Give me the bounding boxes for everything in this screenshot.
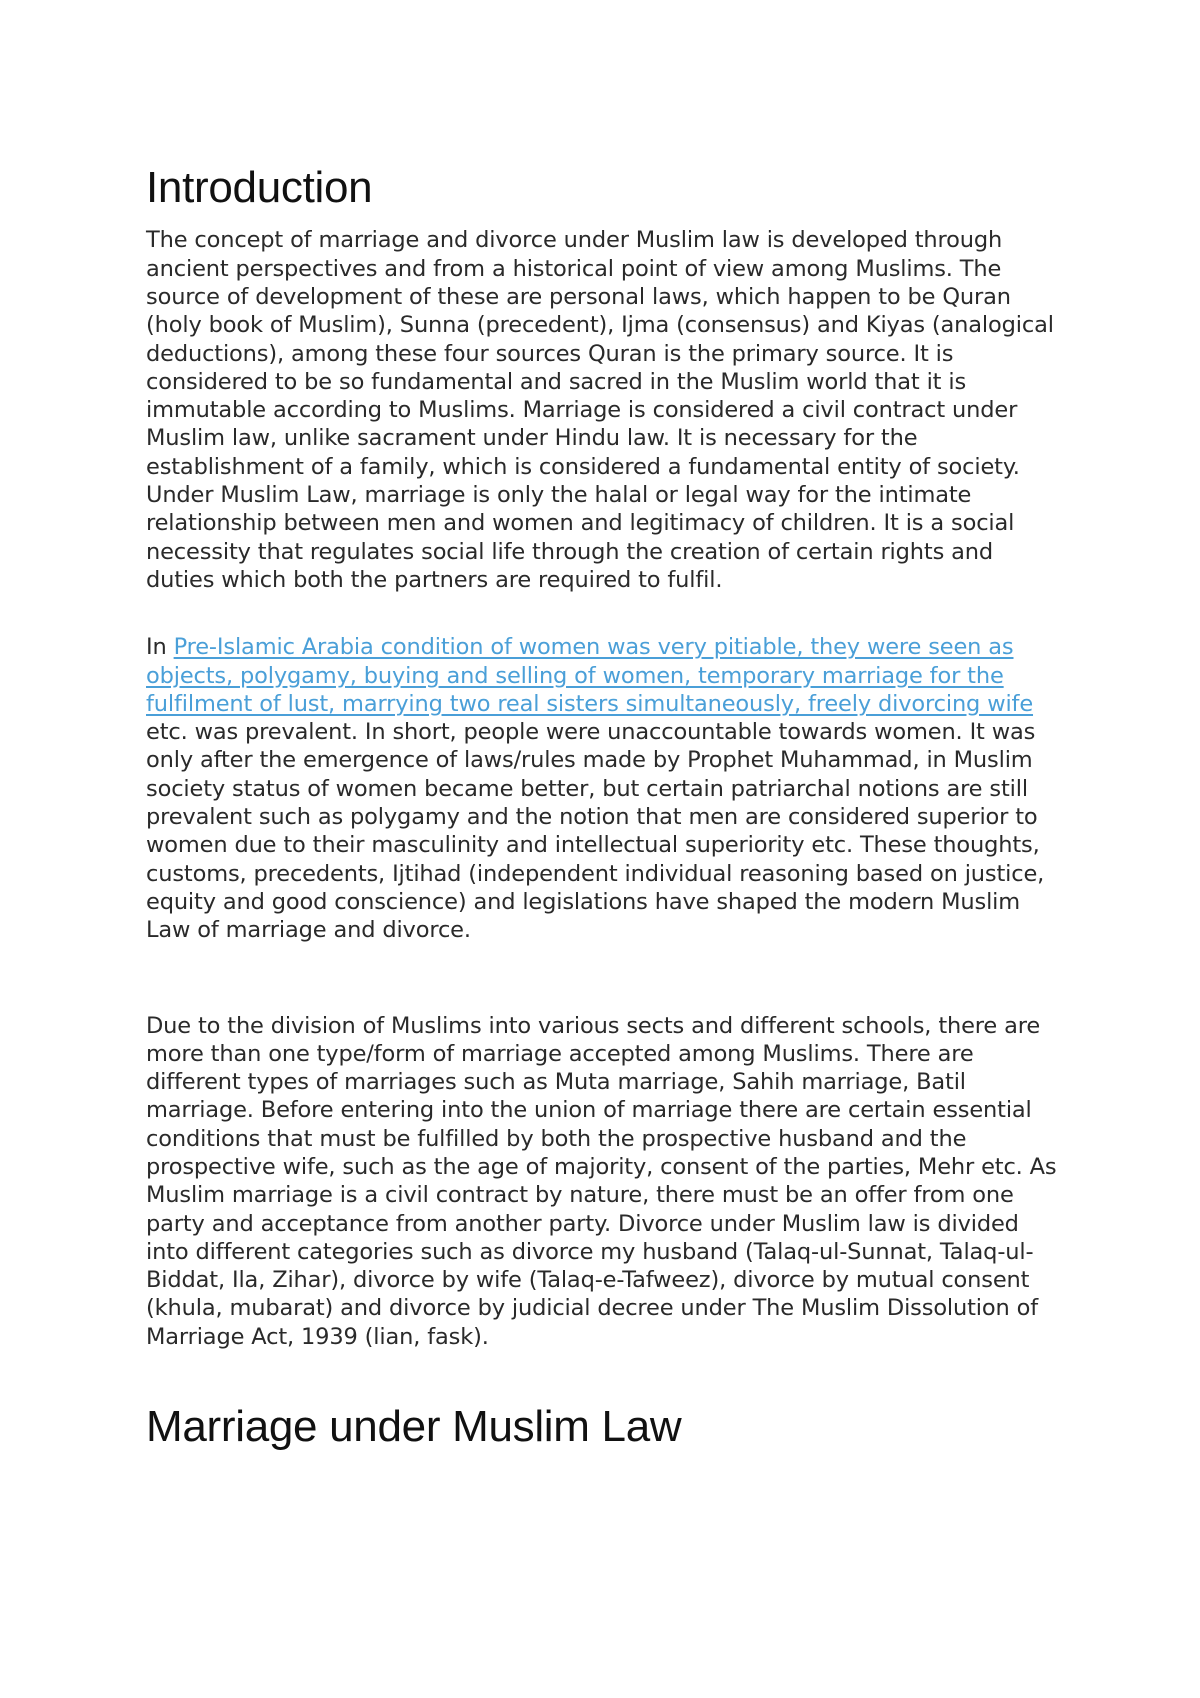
heading-introduction: Introduction bbox=[146, 163, 373, 212]
paragraph-pre-islamic-arabia bbox=[146, 633, 1066, 944]
paragraph-lead-text: In bbox=[146, 634, 174, 661]
paragraph-intro-concept: The concept of marriage and divorce under Muslim law is developed through ancient perspectives and from a historical point of view among Muslims. The source of development of these are personal laws, which happen to be Quran (holy book of Muslim), Sunna (precedent), Ijma (consensus) and Kiyas (analogical deductions), among these four sources Quran is the primary source. It is considered to be so fundamental and sacred in the Muslim world that it is immutable according to Muslims. Marriage is considered a civil contract under Muslim law, unlike sacrament under Hindu law. It is necessary for the establishment of a family, which is considered a fundamental entity of society. Under Muslim Law, marriage is only the halal or legal way for the intimate relationship between men and women and legitimacy of children. It is a social necessity that regulates social life through the creation of certain rights and duties which both the partners are required to fulfil. bbox=[146, 227, 1054, 593]
paragraph-rest-text: etc. was prevalent. In short, people were unaccountable towards women. It was only after the emergence of laws/rules made by Prophet Muhammad, in Muslim society status of women became better, but certain patriarchal notions are still prevalent such as polygamy and the notion that men are considered superior to women due to their masculinity and intellectual superiority etc. These thoughts, customs, precedents, Ijtihad (independent individual reasoning based on justice, equity and good conscience) and legislations have shaped the modern Muslim Law of marriage and divorce. bbox=[146, 719, 1045, 944]
paragraph-sects-and-schools: Due to the division of Muslims into various sects and different schools, there are more than one type/form of marriage accepted among Muslims. There are different types of marriages such as Muta marriage, Sahih marriage, Batil marriage. Before entering into the union of marriage there are certain essential conditions that must be fulfilled by both the prospective husband and the prospective wife, such as the age of majority, consent of the parties, Mehr etc. As Muslim marriage is a civil contract by nature, there must be an offer from one party and acceptance from another party. Divorce under Muslim law is divided into different categories such as divorce my husband (Talaq-ul-Sunnat, Talaq-ul-Biddat, Ila, Zihar), divorce by wife (Talaq-e-Tafweez), divorce by mutual consent (khula, mubarat) and divorce by judicial decree under The Muslim Dissolution of Marriage Act, 1939 (lian, fask). bbox=[146, 1012, 1057, 1350]
heading-marriage-under-muslim-law: Marriage under Muslim Law bbox=[146, 1402, 682, 1452]
pre-islamic-arabia-link[interactable]: Pre-Islamic Arabia condition of women was very pitiable, they were seen as objects, polygamy, buying and selling of women, temporary marriage for the fulfilment of lust, marrying two real sisters simultaneously, freely divorcing wife bbox=[146, 634, 1034, 717]
document-body bbox=[146, 164, 1066, 1451]
